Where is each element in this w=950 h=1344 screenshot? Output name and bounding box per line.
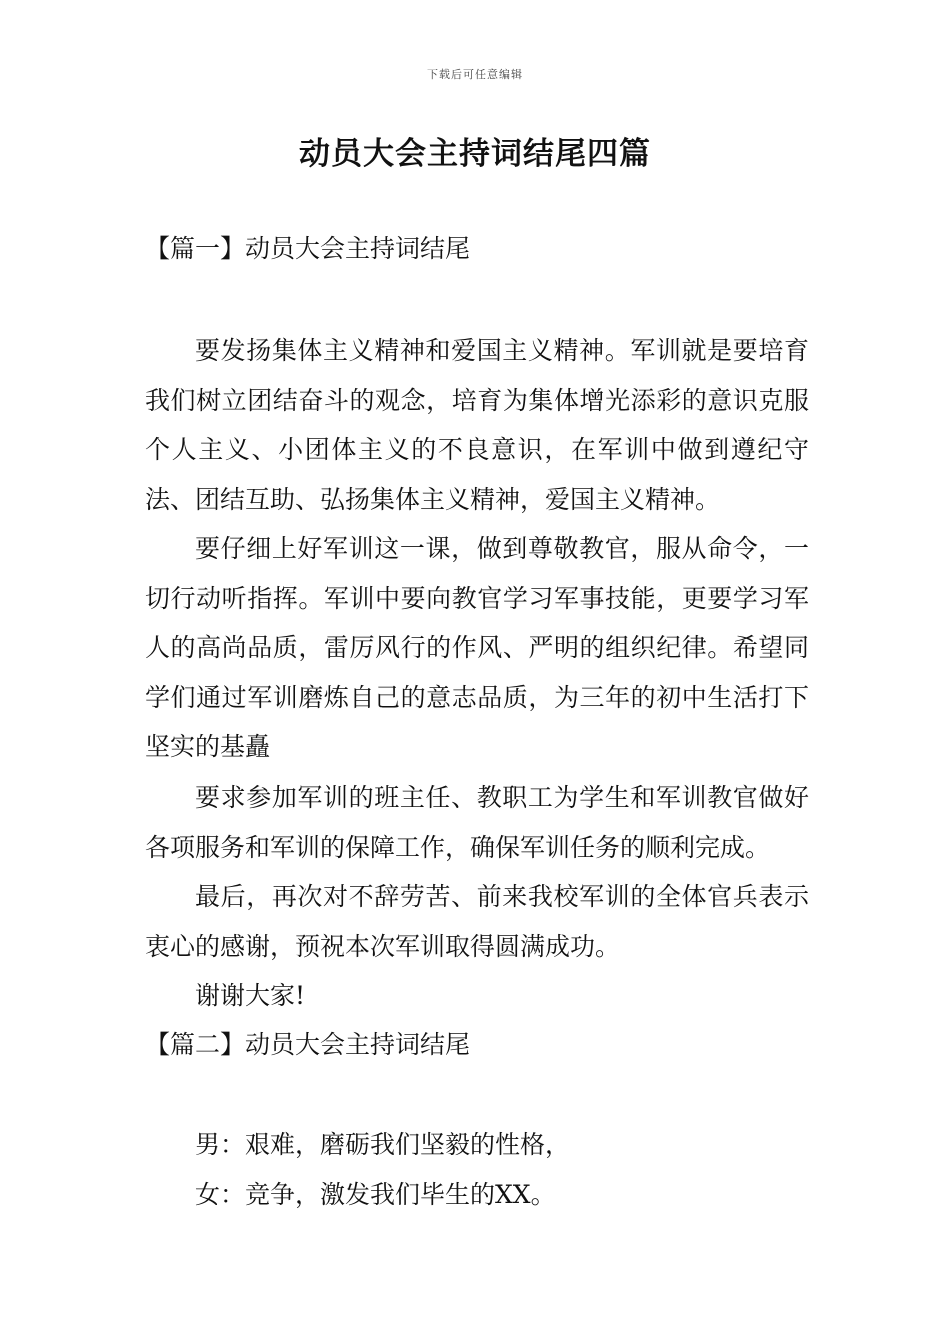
paragraph-1: 要发扬集体主义精神和爱国主义精神。军训就是要培育我们树立团结奋斗的观念，培育为集体增光添彩的意识克服个人主义、小团体主义的不良意识，在军训中做到遵纪守法、团结互助、弘扬集体主义精神，爱国主义精神。 <box>145 336 809 514</box>
paragraph-4: 最后，再次对不辞劳苦、前来我校军训的全体官兵表示衷心的感谢，预祝本次军训取得圆满成功。 <box>145 882 809 961</box>
paragraph-3: 要求参加军训的班主任、教职工为学生和军训教官做好各项服务和军训的保障工作，确保军训任务的顺利完成。 <box>145 783 809 862</box>
dialogue-line-male: 男：艰难，磨砺我们坚毅的性格， <box>195 1130 571 1159</box>
header-note: 下载后可任意编辑 <box>427 68 523 81</box>
document-title: 动员大会主持词结尾四篇 <box>299 136 651 172</box>
section-heading-1: 【篇一】动员大会主持词结尾 <box>145 234 471 263</box>
dialogue-line-female: 女：竞争，激发我们毕生的XX。 <box>195 1180 556 1209</box>
section-heading-2: 【篇二】动员大会主持词结尾 <box>145 1030 471 1059</box>
paragraph-5: 谢谢大家! <box>195 981 306 1010</box>
paragraph-2: 要仔细上好军训这一课，做到尊敬教官，服从命令，一切行动听指挥。军训中要向教官学习军事技能，更要学习军人的高尚品质，雷厉风行的作风、严明的组织纪律。希望同学们通过军训磨炼自己的意志品质，为三年的初中生活打下坚实的基矗 <box>145 534 809 762</box>
